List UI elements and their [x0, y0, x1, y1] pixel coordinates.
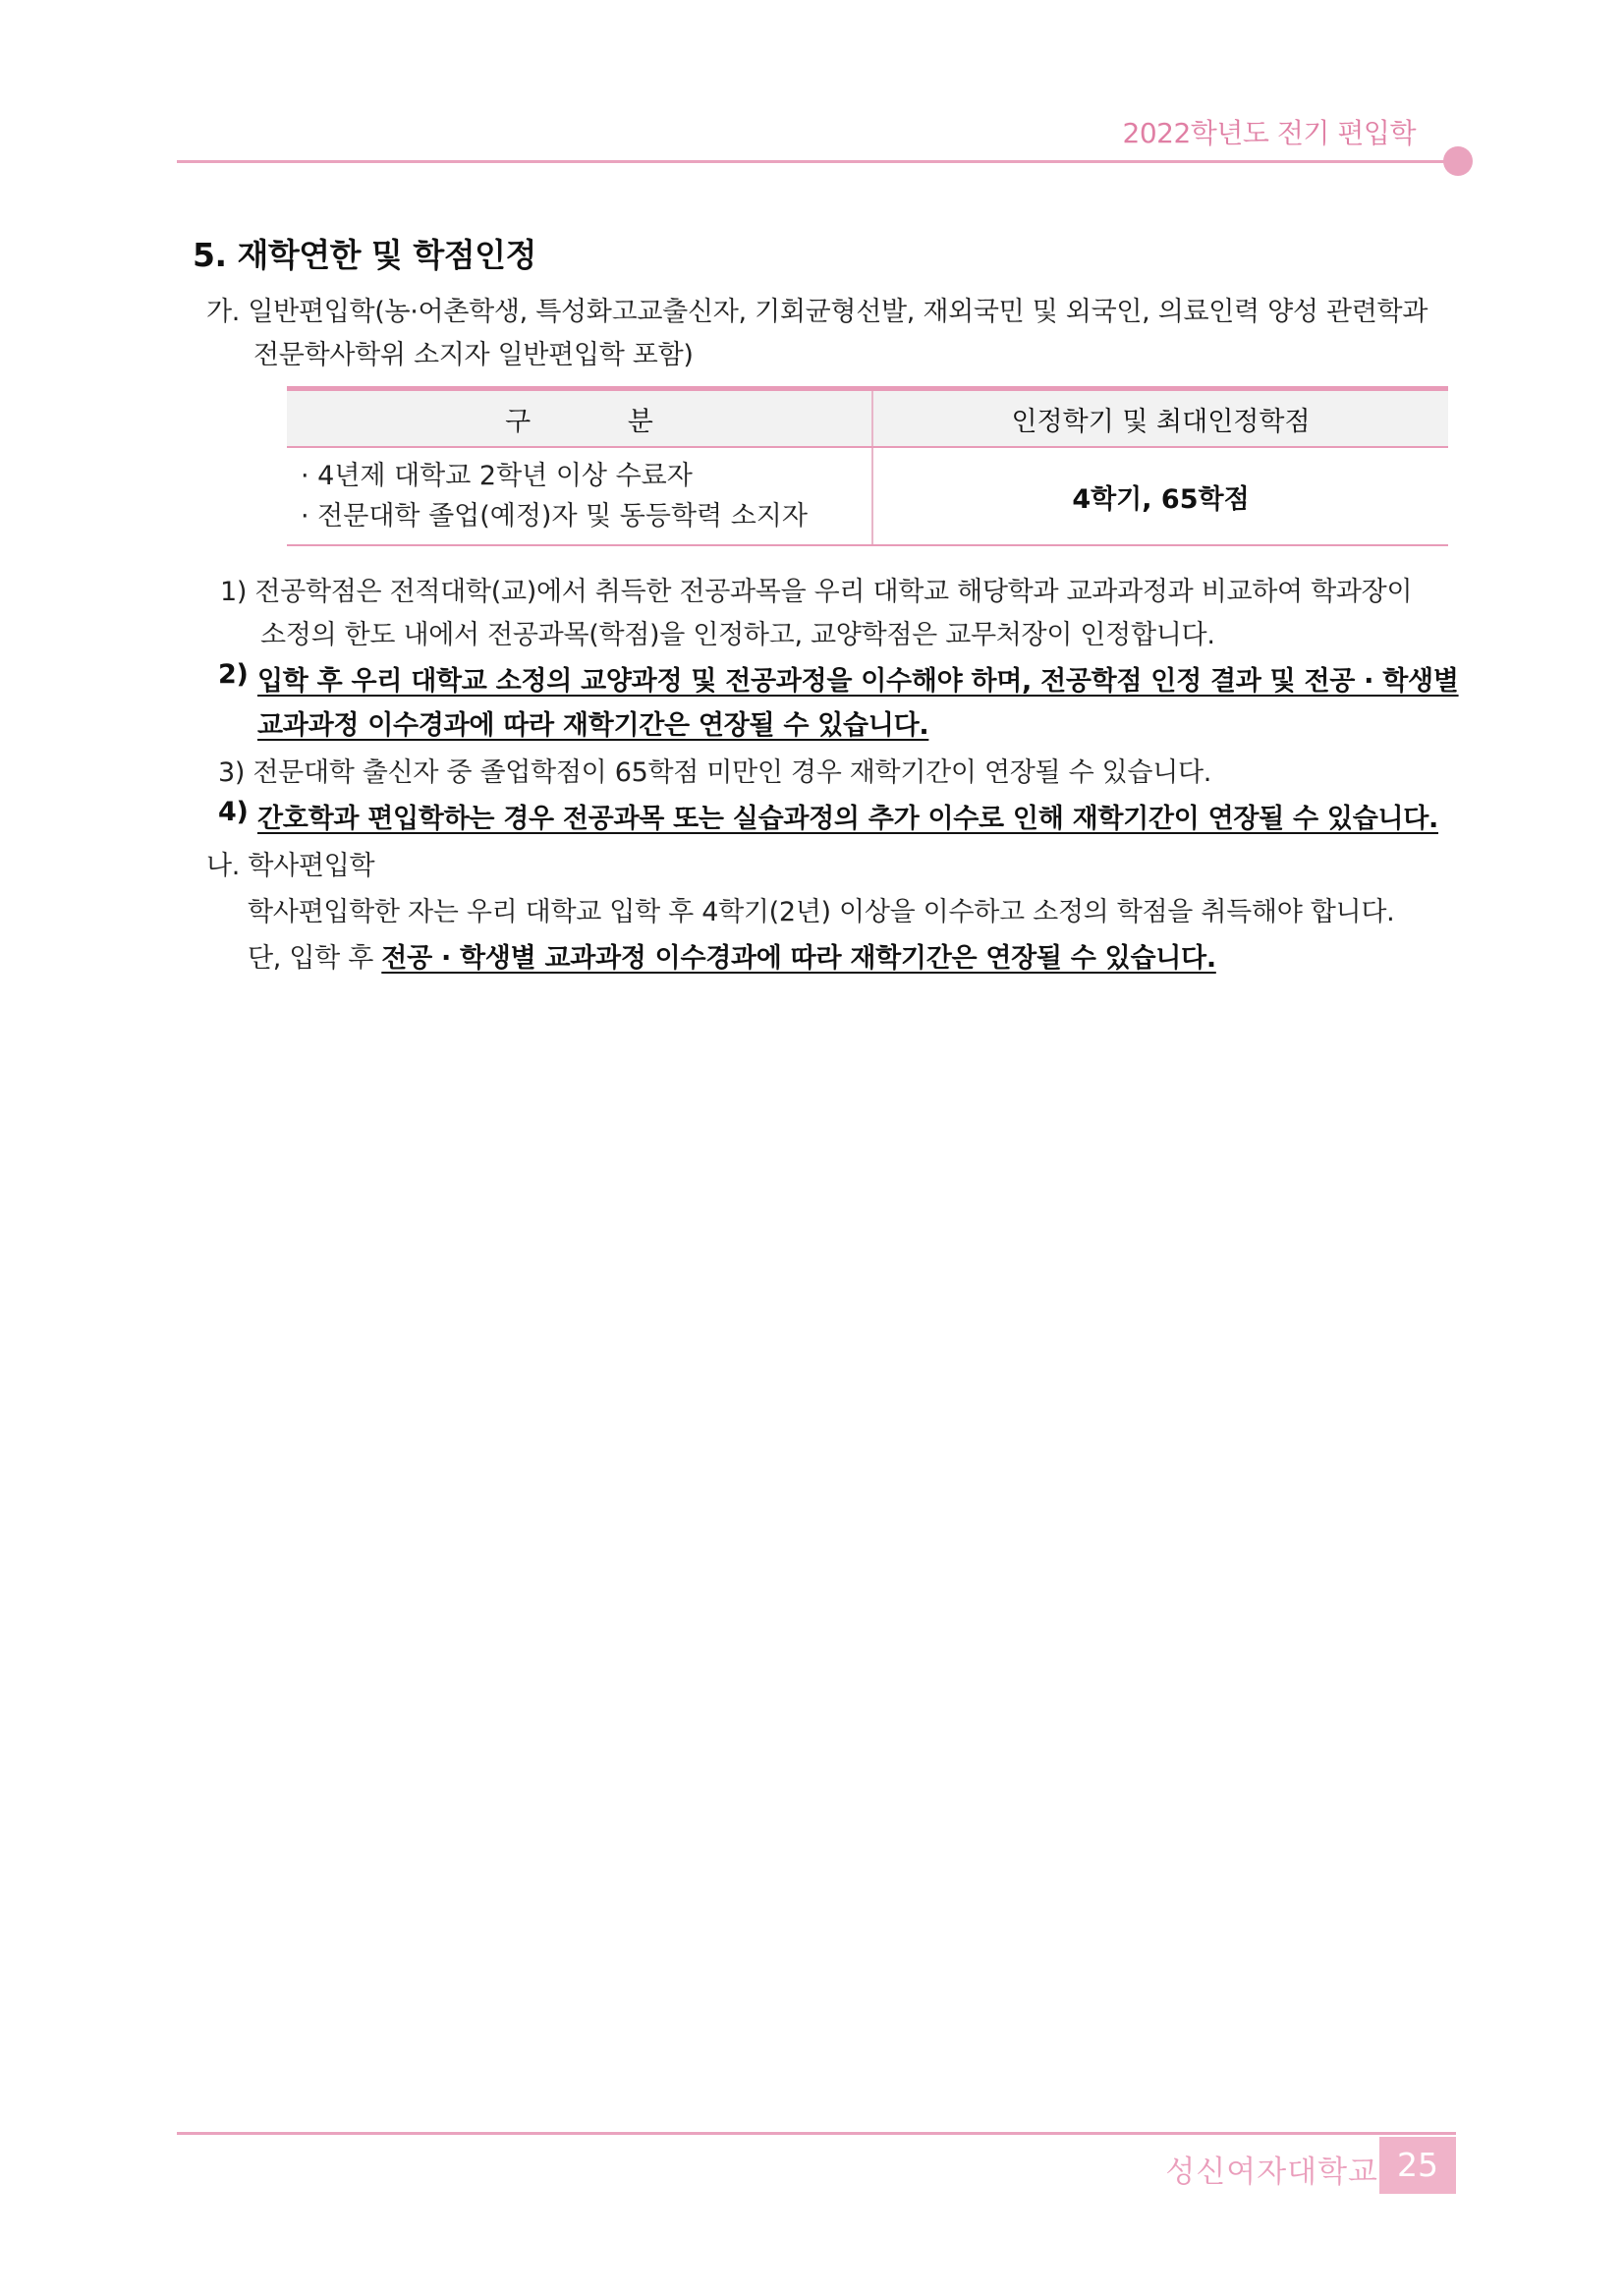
section-title: 5. 재학연한 및 학점인정 [193, 236, 536, 274]
table-header-category: 구 분 [287, 389, 872, 448]
footer-university: 성신여자대학교 [1165, 2155, 1378, 2190]
ga-line1: 가. 일반편입학(농·어촌학생, 특성화고교출신자, 기회균형선발, 재외국민 및 외국인, 의료인력 양성 관련학과 [206, 297, 1428, 327]
criteria-item: · 4년제 대학교 2학년 이상 수료자 [301, 461, 693, 491]
page-number: 25 [1379, 2137, 1456, 2194]
note-2-line2: 교과과정 이수경과에 따라 재학기간은 연장될 수 있습니다. [257, 710, 929, 741]
note-3: 3) 전문대학 출신자 중 졸업학점이 65학점 미만인 경우 재학기간이 연장될 수 있습니다. [218, 757, 1212, 788]
note-4-text: 간호학과 편입학하는 경우 전공과목 또는 실습과정의 추가 이수로 인해 재학기간이 연장될 수 있습니다. [257, 804, 1438, 834]
header-title: 2022학년도 전기 편입학 [1122, 117, 1416, 149]
na-line1: 학사편입학한 자는 우리 대학교 입학 후 4학기(2년) 이상을 이수하고 소정의 학점을 취득해야 합니다. [248, 897, 1395, 927]
na-line2 [248, 936, 1216, 975]
table-header-row [287, 389, 1448, 448]
credit-table [287, 386, 1448, 546]
na-title: 나. 학사편입학 [206, 851, 375, 881]
na-line2-prefix: 단, 입학 후 [248, 943, 373, 974]
header-rule [177, 160, 1444, 163]
note-2-number: 2) [218, 659, 249, 690]
header-rule-dot [1443, 146, 1473, 176]
criteria-item: · 전문대학 졸업(예정)자 및 동등학력 소지자 [301, 501, 808, 532]
table-cell-criteria [287, 447, 872, 545]
na-line2-emphasis: 전공 · 학생별 교과과정 이수경과에 따라 재학기간은 연장될 수 있습니다. [381, 943, 1216, 974]
note-1-line1: 1) 전공학점은 전적대학(교)에서 취득한 전공과목을 우리 대학교 해당학과 교과과정과 비교하여 학과장이 [220, 577, 1413, 607]
table-cell-value: 4학기, 65학점 [872, 447, 1448, 545]
note-4-number: 4) [218, 797, 249, 827]
note-1-line2: 소정의 한도 내에서 전공과목(학점)을 인정하고, 교양학점은 교무처장이 인정합니다. [260, 620, 1215, 650]
note-2-line1: 입학 후 우리 대학교 소정의 교양과정 및 전공과정을 이수해야 하며, 전공학점 인정 결과 및 전공 · 학생별 [257, 666, 1459, 697]
footer-rule [177, 2132, 1456, 2135]
ga-line2: 전문학사학위 소지자 일반편입학 포함) [253, 340, 694, 370]
table-row [287, 447, 1448, 545]
table-header-credits: 인정학기 및 최대인정학점 [872, 389, 1448, 448]
